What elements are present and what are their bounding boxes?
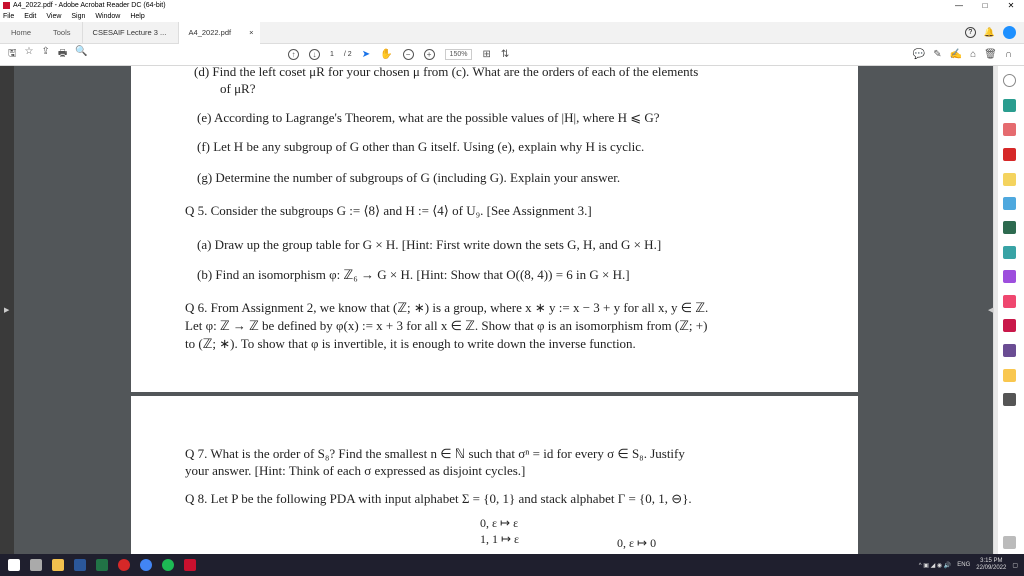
left-panel-gutter[interactable] — [0, 66, 14, 554]
pda-transition-label: 1, 1 ↦ ε — [480, 532, 520, 546]
comment-icon[interactable]: 💬 — [912, 49, 926, 60]
start-windows-icon[interactable] — [8, 559, 20, 571]
language-indicator[interactable]: ENG — [957, 562, 971, 568]
tab-tools[interactable]: Tools — [53, 27, 71, 37]
minimize-button[interactable]: — — [955, 1, 963, 10]
highlight-icon[interactable]: ✎ — [933, 49, 942, 60]
tab-label: A4_2022.pdf — [188, 27, 232, 37]
pda-transition-label: 0, ε ↦ ε — [480, 516, 519, 530]
zoom-tool-icon[interactable] — [1003, 74, 1016, 87]
opera-icon[interactable] — [118, 559, 130, 571]
pdf-page-1 — [131, 66, 858, 392]
collapse-right-panel-icon[interactable]: ◀ — [988, 307, 994, 314]
select-cursor-icon[interactable]: ➤ — [361, 49, 371, 60]
combine-files-icon[interactable] — [1003, 197, 1016, 210]
clock-date: 22/09/2022 — [976, 565, 1007, 571]
question-6-line2: Let φ: ℤ → ℤ be defined by φ(x) := x + 3 for all x ∈ ℤ. Show that φ is an isomorphism from (ℤ; +) — [185, 318, 708, 333]
toolbar — [0, 44, 1024, 66]
question-5a: (a) Draw up the group table for G × H. [Hint: First write down the sets G, H, and G × H.] — [197, 237, 662, 252]
question-8: Q 8. Let P be the following PDA with input alphabet Σ = {0, 1} and stack alphabet Γ = {0, 1, ⊖}. — [185, 491, 692, 506]
sign-icon[interactable]: ∩ — [1004, 49, 1012, 60]
question-5: Q 5. Consider the subgroups G := ⟨8⟩ and H := ⟨4⟩ of U₉. [See Assignment 3.] — [185, 203, 592, 218]
page-down-icon[interactable]: ↓ — [309, 49, 320, 60]
expand-left-panel-icon[interactable]: ▶ — [4, 307, 10, 314]
fit-page-icon[interactable]: ⊞ — [482, 49, 491, 60]
page-total: / 2 — [343, 51, 352, 58]
tools-pane — [988, 66, 1024, 554]
taskbar — [0, 554, 1024, 576]
stamp-icon[interactable]: ⌂ — [970, 49, 977, 60]
word-icon[interactable] — [74, 559, 86, 571]
pda-transition-label: 0, ε ↦ 0 — [617, 536, 657, 550]
window-title: A4_2022.pdf - Adobe Acrobat Reader DC (64-bit) — [13, 2, 166, 9]
question-part-g: (g) Determine the number of subgroups of G (including G). Explain your answer. — [197, 170, 621, 185]
pane-toggle-icon[interactable] — [1003, 536, 1016, 549]
acrobat-logo-icon — [3, 2, 10, 9]
help-icon[interactable]: ? — [965, 27, 976, 38]
menu-sign[interactable]: Sign — [71, 13, 86, 20]
pdf-page-2 — [131, 396, 858, 554]
close-button[interactable]: ✕ — [1007, 1, 1015, 10]
send-signature-icon[interactable] — [1003, 344, 1016, 357]
share-icon[interactable]: ⇪ — [41, 46, 50, 57]
tab-document-a4[interactable] — [178, 22, 260, 44]
question-part-f: (f) Let H be any subgroup of G other than G itself. Using (e), explain why H is cyclic. — [197, 139, 645, 154]
bookmark-star-icon[interactable]: ☆ — [24, 46, 34, 57]
question-part-e: (e) According to Lagrange's Theorem, what are the possible values of |H|, where H ⩽ G? — [197, 110, 660, 125]
menu-view[interactable]: View — [46, 13, 62, 20]
save-icon[interactable]: 🖫 — [8, 48, 17, 59]
bell-icon[interactable]: 🔔 — [983, 27, 995, 37]
vertical-scrollbar[interactable] — [994, 66, 998, 554]
protect-icon[interactable] — [1003, 295, 1016, 308]
print-icon[interactable]: 🖶 — [57, 48, 68, 59]
question-part-d-cont: of μR? — [220, 81, 256, 96]
hand-tool-icon[interactable]: ✋ — [380, 49, 393, 60]
question-7-line1: Q 7. What is the order of S₈? Find the smallest n ∈ ℕ such that σⁿ = id for every σ ∈ S₈. Justify — [185, 446, 685, 461]
delete-icon[interactable]: 🗑 — [984, 49, 997, 60]
more-tools-icon[interactable] — [1003, 393, 1016, 406]
edit-pdf-icon[interactable] — [1003, 148, 1016, 161]
tab-label: CSESAIF Lecture 3 ... — [92, 27, 167, 37]
menu-edit[interactable]: Edit — [24, 13, 37, 20]
scroll-mode-icon[interactable]: ⇅ — [500, 49, 510, 60]
menu-bar — [0, 11, 1024, 22]
file-explorer-icon[interactable] — [52, 559, 64, 571]
zoom-in-icon[interactable]: + — [424, 49, 435, 60]
maximize-button[interactable]: □ — [982, 1, 988, 10]
document-viewer[interactable] — [0, 66, 1024, 554]
clock[interactable] — [976, 558, 1006, 572]
comment-tool-icon[interactable] — [1003, 173, 1016, 186]
tab-bar — [0, 22, 1024, 44]
zoom-select[interactable]: 150% — [445, 49, 473, 60]
organize-pages-icon[interactable] — [1003, 221, 1016, 234]
fill-sign-icon[interactable] — [1003, 270, 1016, 283]
question-6-line1: Q 6. From Assignment 2, we know that (ℤ; ∗) is a group, where x ∗ y := x − 3 + y for all x, y ∈ ℤ. — [185, 300, 709, 315]
task-view-icon[interactable] — [30, 559, 42, 571]
create-pdf-icon[interactable] — [1003, 123, 1016, 136]
zoom-out-icon[interactable]: − — [403, 49, 414, 60]
question-6-line3: to (ℤ; ∗). To show that φ is invertible, it is enough to write down the inverse function. — [185, 336, 636, 351]
excel-icon[interactable] — [96, 559, 108, 571]
draw-icon[interactable]: ✍ — [949, 49, 963, 60]
search-icon[interactable]: 🔍 — [75, 46, 88, 57]
spotify-icon[interactable] — [162, 559, 174, 571]
title-bar — [0, 0, 1024, 11]
notification-icon[interactable]: ▢ — [1012, 562, 1018, 569]
avatar[interactable] — [1003, 26, 1016, 39]
page-current[interactable]: 1 — [330, 51, 334, 58]
chrome-icon[interactable] — [140, 559, 152, 571]
export-pdf-icon[interactable] — [1003, 99, 1016, 112]
scan-ocr-icon[interactable] — [1003, 369, 1016, 382]
question-5b: (b) Find an isomorphism φ: ℤ₆ → G × H. [Hint: Show that O((8, 4)) = 6 in G × H.] — [197, 267, 630, 282]
page-up-icon[interactable]: ↑ — [288, 49, 299, 60]
menu-help[interactable]: Help — [130, 13, 145, 20]
clock-time: 3:15 PM — [980, 558, 1003, 564]
tab-home[interactable]: Home — [11, 27, 32, 37]
question-7-line2: your answer. [Hint: Think of each σ expressed as disjoint cycles.] — [185, 463, 526, 478]
question-part-d: (d) Find the left coset μR for your chosen μ from (c). What are the orders of each of the elements — [194, 66, 699, 79]
menu-file[interactable]: File — [3, 13, 15, 20]
tab-document-lecture[interactable] — [82, 22, 178, 44]
acrobat-taskbar-icon[interactable] — [184, 559, 196, 571]
tray-icons[interactable]: ^ ▣ ◢ ◉ 🔊 — [918, 562, 952, 569]
redact-icon[interactable] — [1003, 319, 1016, 332]
menu-window[interactable]: Window — [95, 13, 121, 20]
compress-pdf-icon[interactable] — [1003, 246, 1016, 259]
tab-close-icon[interactable]: × — [249, 27, 254, 37]
